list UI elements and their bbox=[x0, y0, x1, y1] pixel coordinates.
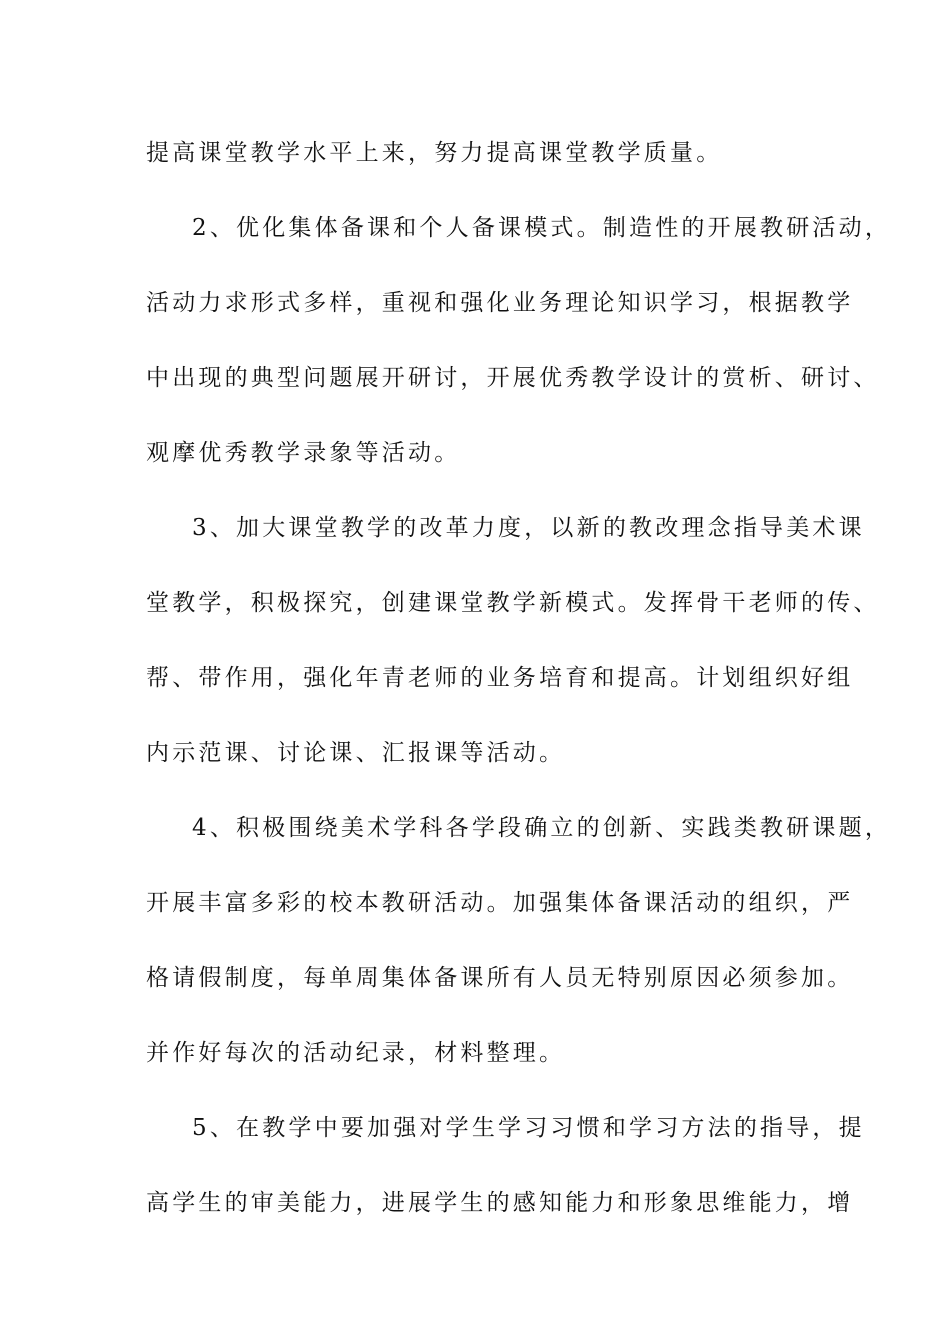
text-line: 观摩优秀教学录象等活动。 bbox=[146, 440, 461, 466]
text-line: 中出现的典型问题展开研讨，开展优秀教学设计的赏析、研讨、 bbox=[146, 365, 880, 391]
paragraph-5-start: 5、在教学中要加强对学生学习习惯和学习方法的指导，提 bbox=[192, 1115, 865, 1141]
paragraph-2-start: 2、优化集体备课和个人备课模式。制造性的开展教研活动， bbox=[192, 215, 892, 241]
paragraph-3-start: 3、加大课堂教学的改革力度，以新的教改理念指导美术课 bbox=[192, 515, 865, 541]
text-line: 高学生的审美能力，进展学生的感知能力和形象思维能力，增 bbox=[146, 1190, 854, 1216]
text-line: 提高课堂教学水平上来，努力提高课堂教学质量。 bbox=[146, 140, 723, 166]
text-line: 堂教学，积极探究，创建课堂教学新模式。发挥骨干老师的传、 bbox=[146, 590, 880, 616]
paragraph-4-start: 4、积极围绕美术学科各学段确立的创新、实践类教研课题， bbox=[192, 815, 892, 841]
text-line: 开展丰富多彩的校本教研活动。加强集体备课活动的组织，严 bbox=[146, 890, 854, 916]
text-line: 并作好每次的活动纪录，材料整理。 bbox=[146, 1040, 566, 1066]
text-line: 格请假制度，每单周集体备课所有人员无特别原因必须参加。 bbox=[146, 965, 854, 991]
text-line: 内示范课、讨论课、汇报课等活动。 bbox=[146, 740, 566, 766]
text-line: 活动力求形式多样，重视和强化业务理论知识学习，根据教学 bbox=[146, 290, 854, 316]
text-line: 帮、带作用，强化年青老师的业务培育和提高。计划组织好组 bbox=[146, 665, 854, 691]
